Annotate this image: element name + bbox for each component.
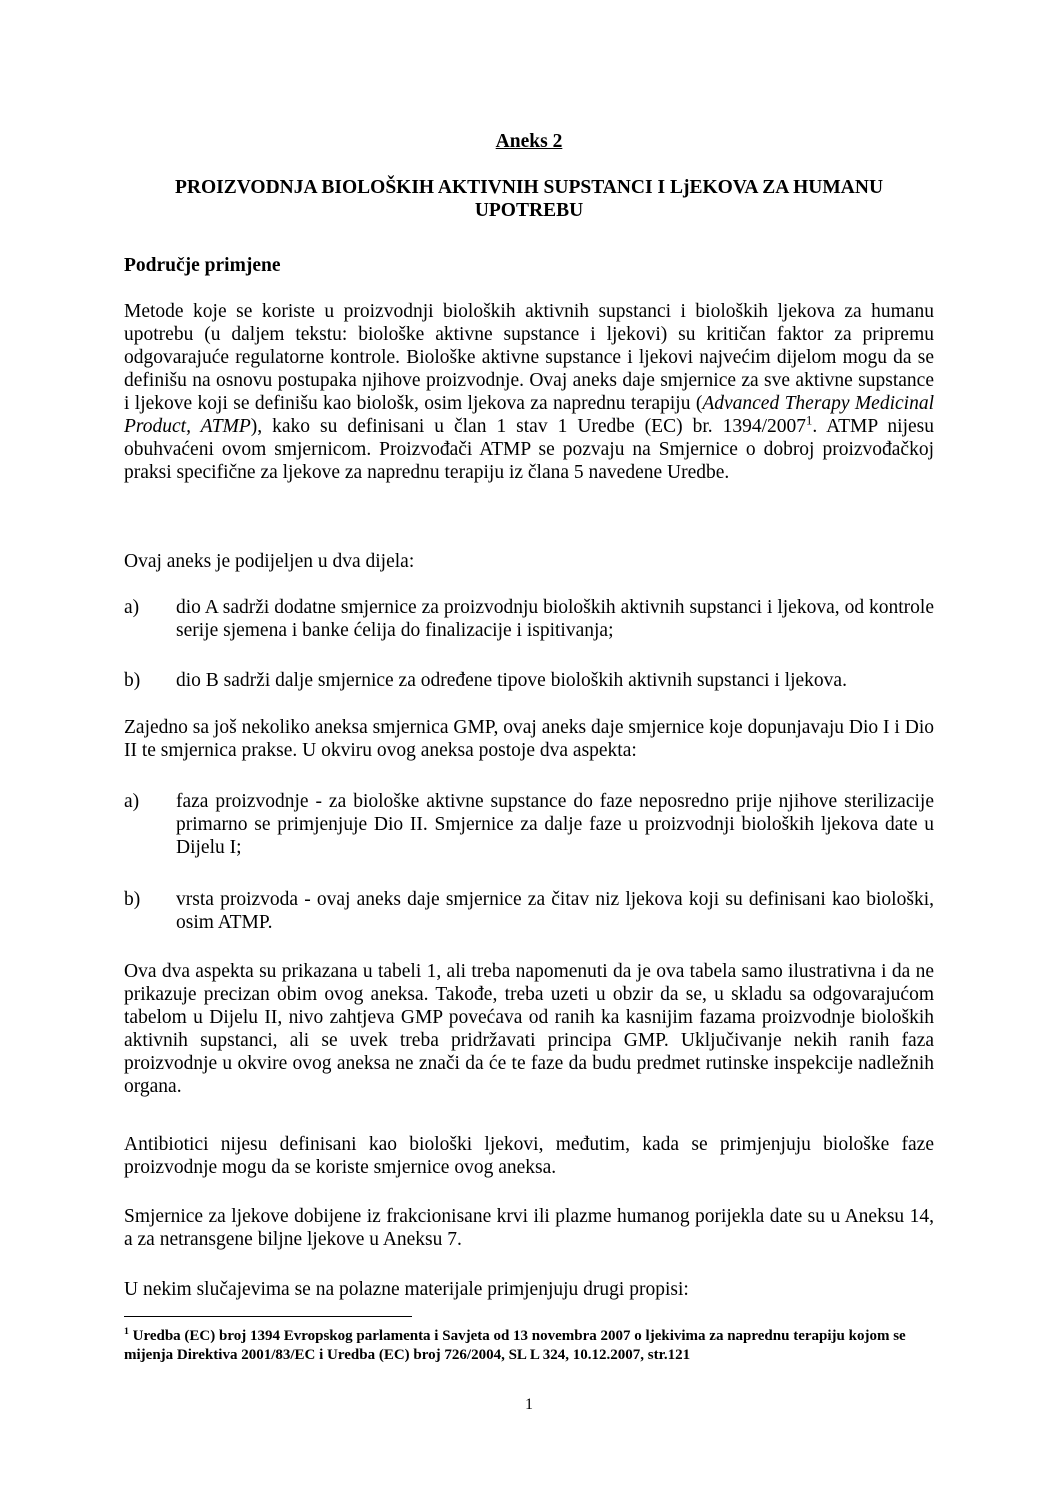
section-heading-scope: Područje primjene: [124, 255, 281, 276]
list-marker: b): [124, 889, 141, 910]
paragraph-gmp: Zajedno sa još nekoliko aneksa smjernica GMP, ovaj aneks daje smjernice koje dopunjavaju Dio I i Dio II te smjernica prakse. U okviru ovog aneksa postoje dva aspekta:: [124, 717, 934, 761]
list-marker: a): [124, 597, 140, 618]
paragraph-methods: Metode koje se koriste u proizvodnji bioloških aktivnih supstanci i bioloških ljekova za humanu upotrebu (u daljem tekstu: biološke aktivne supstance i ljekovi) su kritičan faktor za pripremu odgovarajuće regulatorne kontrole. Biološke aktivne supstance i ljekovi najvećim dijelom mogu da se definišu na osnovu postupaka njihove proizvodnje. Ovaj aneks daje smjernice za sve aktivne supstance i ljekove koji se definišu kao biološk, osim ljekova za naprednu terapiju (Advanced Therapy Medicinal Product, ATMP), kako su definisani u član 1 stav 1 Uredbe (EC) br. 1394/2007$^1$. ATMP nijesu obuhvaćeni ovom smjernicom. Proizvođači ATMP se pozvaju na Smjernice o dobroj proizvođačkoj praksi specifične za ljekove za naprednu terapiju iz člana 5 navedene Uredbe.: [124, 301, 935, 483]
atmp-italic: Advanced Therapy Medicinal Product, ATMP: [124, 393, 934, 437]
list-text: dio B sadrži dalje smjernice za određene tipove bioloških aktivnih supstanci i ljekova.: [176, 670, 847, 691]
paragraph-division: Ovaj aneks je podijeljen u dva dijela:: [124, 551, 415, 572]
list-text: dio A sadrži dodatne smjernice za proizvodnju bioloških aktivnih supstanci i ljekova, od kontrole serije sjemena i banke ćelija do finalizacije i ispitivanja;: [176, 597, 934, 641]
annex-label: Aneks 2: [495, 131, 563, 152]
paragraph-antibiotics: Antibiotici nijesu definisani kao biološki ljekovi, međutim, kada se primjenjuju biološke faze proizvodnje mogu da se koriste smjernice ovog aneksa.: [124, 1134, 934, 1178]
page-number: 1: [525, 1396, 533, 1413]
paragraph-table-aspects: Ova dva aspekta su prikazana u tabeli 1, ali treba napomenuti da je ova tabela samo ilustrativna i da ne prikazuje precizan obim ovog aneksa. Takođe, treba uzeti u obzir da se, u skladu sa odgovarajućom tabelom u Dijelu II, nivo zahtjeva GMP povećava od ranih ka kasnijim fazama proizvodnje bioloških aktivnih supstanci, ali se uvek treba pridržavati principa GMP. Uključivanje nekih ranih faza proizvodnje u okvire ovog aneksa ne znači da će te faze da budu predmet rutinske inspekcije nadležnih organa.: [124, 961, 934, 1097]
footnote-marker: 1: [124, 1326, 129, 1337]
footnote-ref: 1: [806, 413, 813, 428]
paragraph-blood-plasma: Smjernice za ljekove dobijene iz frakcionisane krvi ili plazme humanog porijekla date su u Aneksu 14, a za netransgene biljne ljekove u Aneksu 7.: [124, 1206, 934, 1250]
list-marker: a): [124, 791, 140, 812]
footnote-separator: [124, 1316, 412, 1317]
paragraph-starting-materials: U nekim slučajevima se na polazne materijale primjenjuju drugi propisi:: [124, 1279, 689, 1300]
footnote-text: Uredba (EC) broj 1394 Evropskog parlamenta i Savjeta od 13 novembra 2007 o ljekivima za naprednu terapiju kojom se mijenja Direktiva 2001/83/EC i Uredba (EC) broj 726/2004, SL L 324, 10.12.2007, str.121: [124, 1328, 906, 1363]
list-marker: b): [124, 670, 141, 691]
list-text: vrsta proizvoda - ovaj aneks daje smjernice za čitav niz ljekova koji su definisani kao biološki, osim ATMP.: [176, 889, 934, 933]
list-text: faza proizvodnje - za biološke aktivne supstance do faze neposredno prije njihove sterilizacije primarno se primjenjuje Dio II. Smjernice za dalje faze u proizvodnji bioloških ljekova date u Dijelu I;: [176, 791, 934, 858]
document-title: PROIZVODNJA BIOLOŠKIH AKTIVNIH SUPSTANCI I LjEKOVA ZA HUMANU UPOTREBU: [174, 177, 884, 221]
footnote: [124, 1327, 934, 1365]
